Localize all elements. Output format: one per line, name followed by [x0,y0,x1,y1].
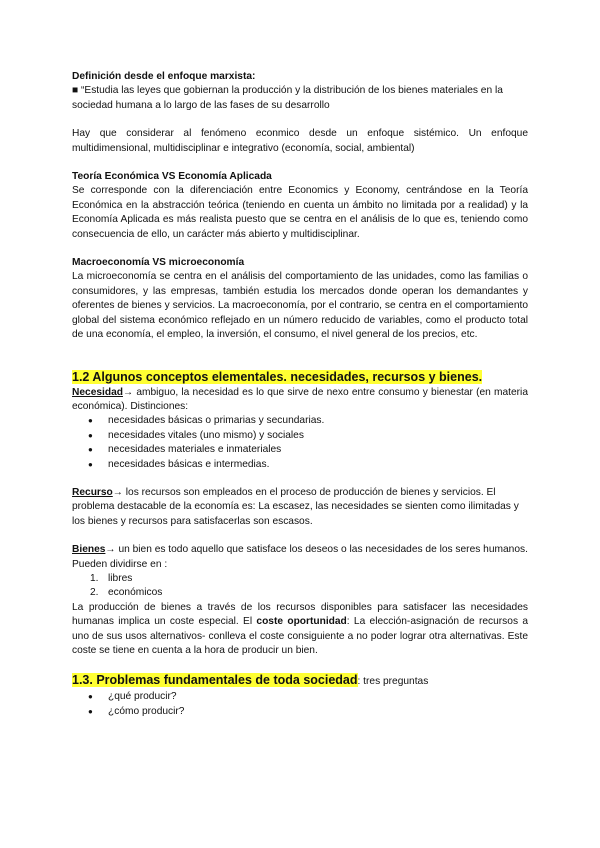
recurso-text: los recursos son empleados en el proceso de producción de bienes y servicios. El problema destacable de la economía es: La escasez, las necesidades se sienten como ilimitadas y los bienes y recursos para satisfacerlas son escasos. [72,486,519,527]
bienes-term: Bienes [72,544,106,556]
teoria-text: Se corresponde con la diferenciación entre Economics y Economy, centrándose en la Teoría Económica en la abstracción teórica (teniendo en cuenta un ámbito no limitada por a realidad) y la Economía Aplicada es más realista puesto que se centra en el análisis de lo que es, teniendo como consecuencia de ello, un carácter más abierto y multidisciplinar. [72,185,528,240]
preguntas-list [72,690,528,719]
list-item: 1. libres [108,572,528,586]
macro-section [72,256,528,342]
coste-oportunidad-term: coste oportunidad [256,616,347,628]
bienes-list [72,572,528,601]
macro-title: Macroeconomía VS microeconomía [72,257,245,269]
section-1-2-title: 1.2 Algunos conceptos elementales. necesidades, recursos y bienes. [72,369,483,384]
section-1-3-title: 1.3. Problemas fundamentales de toda sociedad [72,673,358,688]
section-1-3-heading [72,672,528,690]
list-item: ● ¿cómo producir? [108,705,528,719]
bienes-text: un bien es todo aquello que satisface los deseos o las necesidades de los seres humanos. Pueden dividirse en : [72,544,528,570]
necesidad-term: Necesidad [72,386,123,398]
bienes-paragraph [72,543,528,572]
list-item: ● necesidades básicas e intermedias. [108,458,528,472]
list-item: ● necesidades materiales e inmateriales [108,443,528,457]
list-number: 2. [90,587,99,599]
necesidad-paragraph [72,386,528,415]
recurso-term: Recurso [72,486,113,498]
list-item: 2. económicos [108,586,528,600]
document-page [72,70,528,719]
necesidades-list [72,414,528,472]
list-number: 1. [90,572,99,584]
arrow-icon: → [122,386,134,398]
square-bullet-icon: ■ [72,85,79,97]
teoria-section [72,170,528,242]
arrow-icon: → [105,544,116,556]
list-item: ● necesidades vitales (uno mismo) y sociales [108,429,528,443]
coste-paragraph: La producción de bienes a través de los recursos disponibles para satisfacer las necesidades humanas implica un coste especial. El coste oportunidad: La elección-asignación de recursos a uno de sus usos alternativos- conlleva el coste consiguiente a no poder lograr otra alternativas. Este coste se tiene en cuenta a la hora de producir un bien. [72,601,529,656]
teoria-title: Teoría Económica VS Economía Aplicada [72,171,272,183]
marxista-section [72,70,528,113]
marxista-title: Definición desde el enfoque marxista: [72,71,256,82]
sistemico-paragraph: Hay que considerar al fenómeno econmico desde un enfoque sistémico. Un enfoque multidimensional, multidisciplinar e integrativo (economía, social, ambiental) [72,128,528,154]
recurso-paragraph [72,486,528,529]
arrow-icon: → [112,486,123,498]
marxista-text: “Estudia las leyes que gobiernan la producción y la distribución de los bienes materiales en la sociedad humana a lo largo de las fases de su desarrollo [72,85,503,111]
section-1-2-heading [72,369,528,386]
section-1-3-suffix: : tres preguntas [357,676,429,688]
macro-text: La microeconomía se centra en el análisis del comportamiento de las unidades, como las familias o consumidores, y las empresas, también estudia los mercados donde operan los demandantes y oferentes de bienes y servicios. La macroeconomía, por el contrario, se centra en el comportamiento global del sistema económico reflejado en un número reducido de variables, como el producto total de una economía, el empleo, la inversión, el consumo, el nivel general de los precios, etc. [72,271,528,341]
list-item: ● necesidades básicas o primarias y secundarias. [108,414,528,428]
necesidad-text: ambiguo, la necesidad es lo que sirve de nexo entre consumo y bienestar (en materia económica). Distinciones: [72,386,528,412]
list-item: ● ¿qué producir? [108,690,528,704]
